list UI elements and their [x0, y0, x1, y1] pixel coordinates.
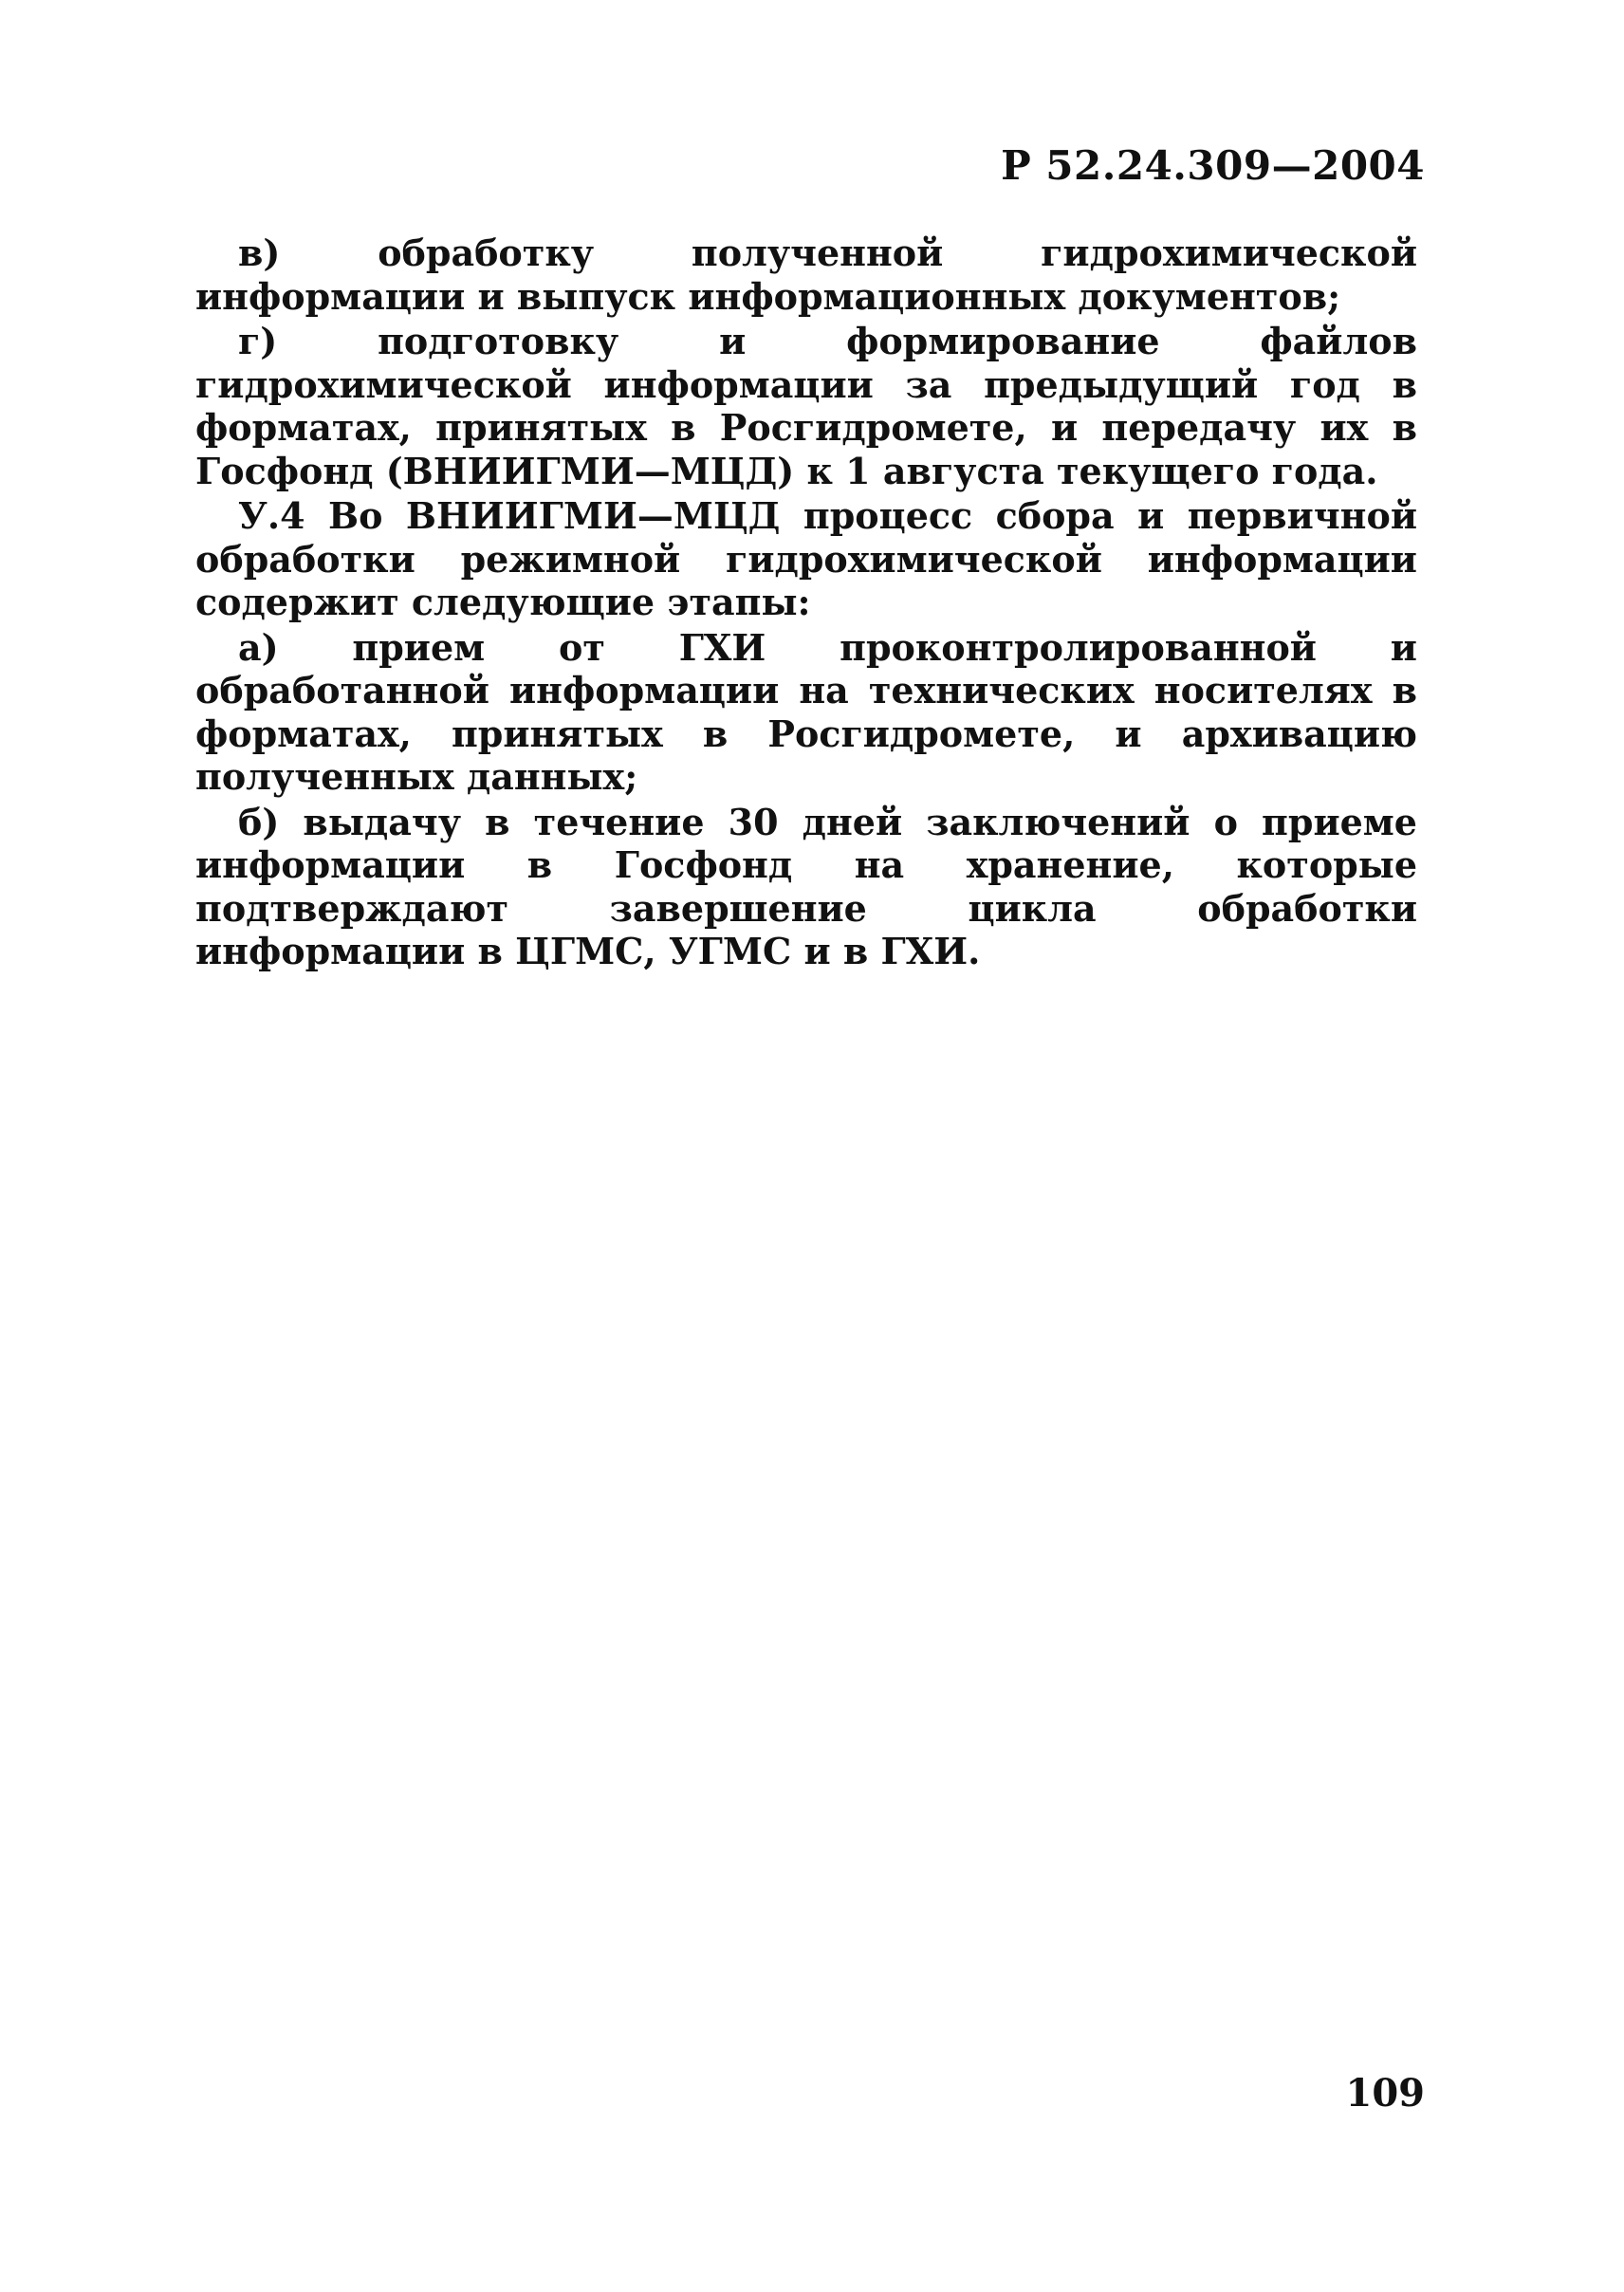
body-text [195, 231, 1417, 975]
page-number: 109 [1345, 2071, 1425, 2116]
paragraph-v: в) обработку полученной гидрохимической информации и выпуск информационных документов; [195, 231, 1417, 318]
paragraph-g: г) подготовку и формирование файлов гидрохимической информации за предыдущий год в форматах, принятых в Росгидромете, и передачу их в Госфонд (ВНИИГМИ—МЦД) к 1 августа текущего года. [195, 320, 1417, 492]
paragraph-b: б) выдачу в течение 30 дней заключений о приеме информации в Госфонд на хранение, которые подтверждают завершение цикла обработки информации в ЦГМС, УГМС и в ГХИ. [195, 800, 1417, 972]
paragraph-u4: У.4 Во ВНИИГМИ—МЦД процесс сбора и первичной обработки режимной гидрохимической информации содержит следующие этапы: [195, 494, 1417, 623]
document-code: Р 52.24.309—2004 [1001, 142, 1425, 189]
paragraph-a: а) прием от ГХИ проконтролированной и обработанной информации на технических носителях в форматах, принятых в Росгидромете, и архивацию полученных данных; [195, 625, 1417, 798]
